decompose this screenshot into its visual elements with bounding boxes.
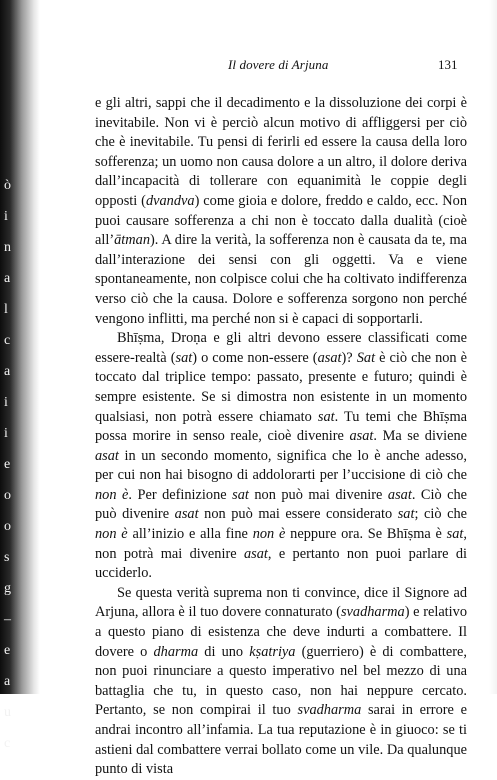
- gutter-fragment: s: [4, 550, 10, 565]
- gutter-fragment: e: [4, 457, 11, 472]
- gutter-fragment: g: [4, 581, 11, 596]
- body-text: [95, 94, 467, 780]
- gutter-fragment: i: [4, 209, 8, 224]
- gutter-fragment: l: [4, 302, 8, 317]
- gutter-fragment: a: [4, 364, 11, 379]
- gutter-fragment: a: [4, 271, 11, 286]
- gutter-fragment: –: [4, 612, 11, 627]
- gutter-fragment: n: [4, 240, 11, 255]
- page-edge: [489, 0, 497, 694]
- paragraph: e gli altri, sappi che il decadimento e la dissoluzione dei corpi è inevitabile. Non vi è perciò alcun motivo di affliggersi per ciò che è inevitabile. Tu pensi di ferirli ed essere la causa della loro sofferenza; un uomo non causa dolore a un altro, il dolore deriva dall’incapacità di tollerare con equanimità le coppie degli opposti (dvandva) come gioia e dolore, freddo e caldo, ecc. Non puoi causare sofferenza a chi non è toccato dalla dualità (cioè all’ātman). A dire la verità, la sofferenza non è causata da te, ma dall’interazione dei sensi con gli oggetti. Va e viene spontaneamente, non colpisce colui che ha coltivato indifferenza verso ciò che la causa. Dolore e sofferenza sorgono non perché vengono inflitti, ma perché non si è capaci di sopportarli.: [95, 95, 467, 327]
- gutter-fragment: u: [4, 705, 11, 720]
- gutter-fragment: c: [4, 333, 11, 348]
- gutter-fragment: o: [4, 519, 11, 534]
- running-title: Il dovere di Arjuna: [228, 57, 329, 72]
- paragraph: Bhīṣma, Droṇa e gli altri devono essere classificati come essere-realtà (sat) o come non-essere (asat)? Sat è ciò che non è toccato dal triplice tempo: passato, presente e futuro; quindi è sempre esistente. Se si dimostra non esistente in un momento qualsiasi, non potrà essere chiamato sat. Tu temi che Bhīṣma possa morire in senso reale, cioè divenire asat. Ma se diviene asat in un secondo momento, significa che lo è anche adesso, per cui non hai bisogno di addolorarti per l’uccisione di ciò che non è. Per definizione sat non può mai divenire asat. Ciò che può divenire asat non può mai essere considerato sat; ciò che non è all’inizio e alla fine non è neppure ora. Se Bhīṣma è sat, non potrà mai divenire asat, e pertanto non puoi parlare di ucciderlo.: [95, 330, 468, 582]
- page-number: 131: [438, 57, 458, 72]
- gutter-fragment: i: [4, 395, 8, 410]
- paragraph: Se questa verità suprema non ti convince, dice il Signore ad Arjuna, allora è il tuo dovere connaturato (svadharma) e relativo a questo piano di esistenza che deve indurti a combattere. Il dovere o dharma di uno kṣatriya (guerriero) è di combattere, non puoi rinunciare a questo imperativo nel bel mezzo di una battaglia che tu, in questo caso, non hai neppure cercato. Pertanto, se non compirai il tuo svadharma sarai in errore e andrai incontro all’infamia. La tua reputazione è in giuoco: se ti astieni dal combattere verrai bollato come un vile. Da qualunque punto di vista: [95, 584, 468, 778]
- running-header: [0, 57, 497, 77]
- previous-page-fragments: [4, 170, 18, 759]
- gutter-fragment: e: [4, 643, 11, 658]
- gutter-fragment: ò: [4, 178, 11, 193]
- gutter-fragment: a: [4, 674, 11, 689]
- gutter-fragment: i: [4, 426, 8, 441]
- gutter-fragment: o: [4, 488, 11, 503]
- gutter-fragment: c: [4, 736, 11, 751]
